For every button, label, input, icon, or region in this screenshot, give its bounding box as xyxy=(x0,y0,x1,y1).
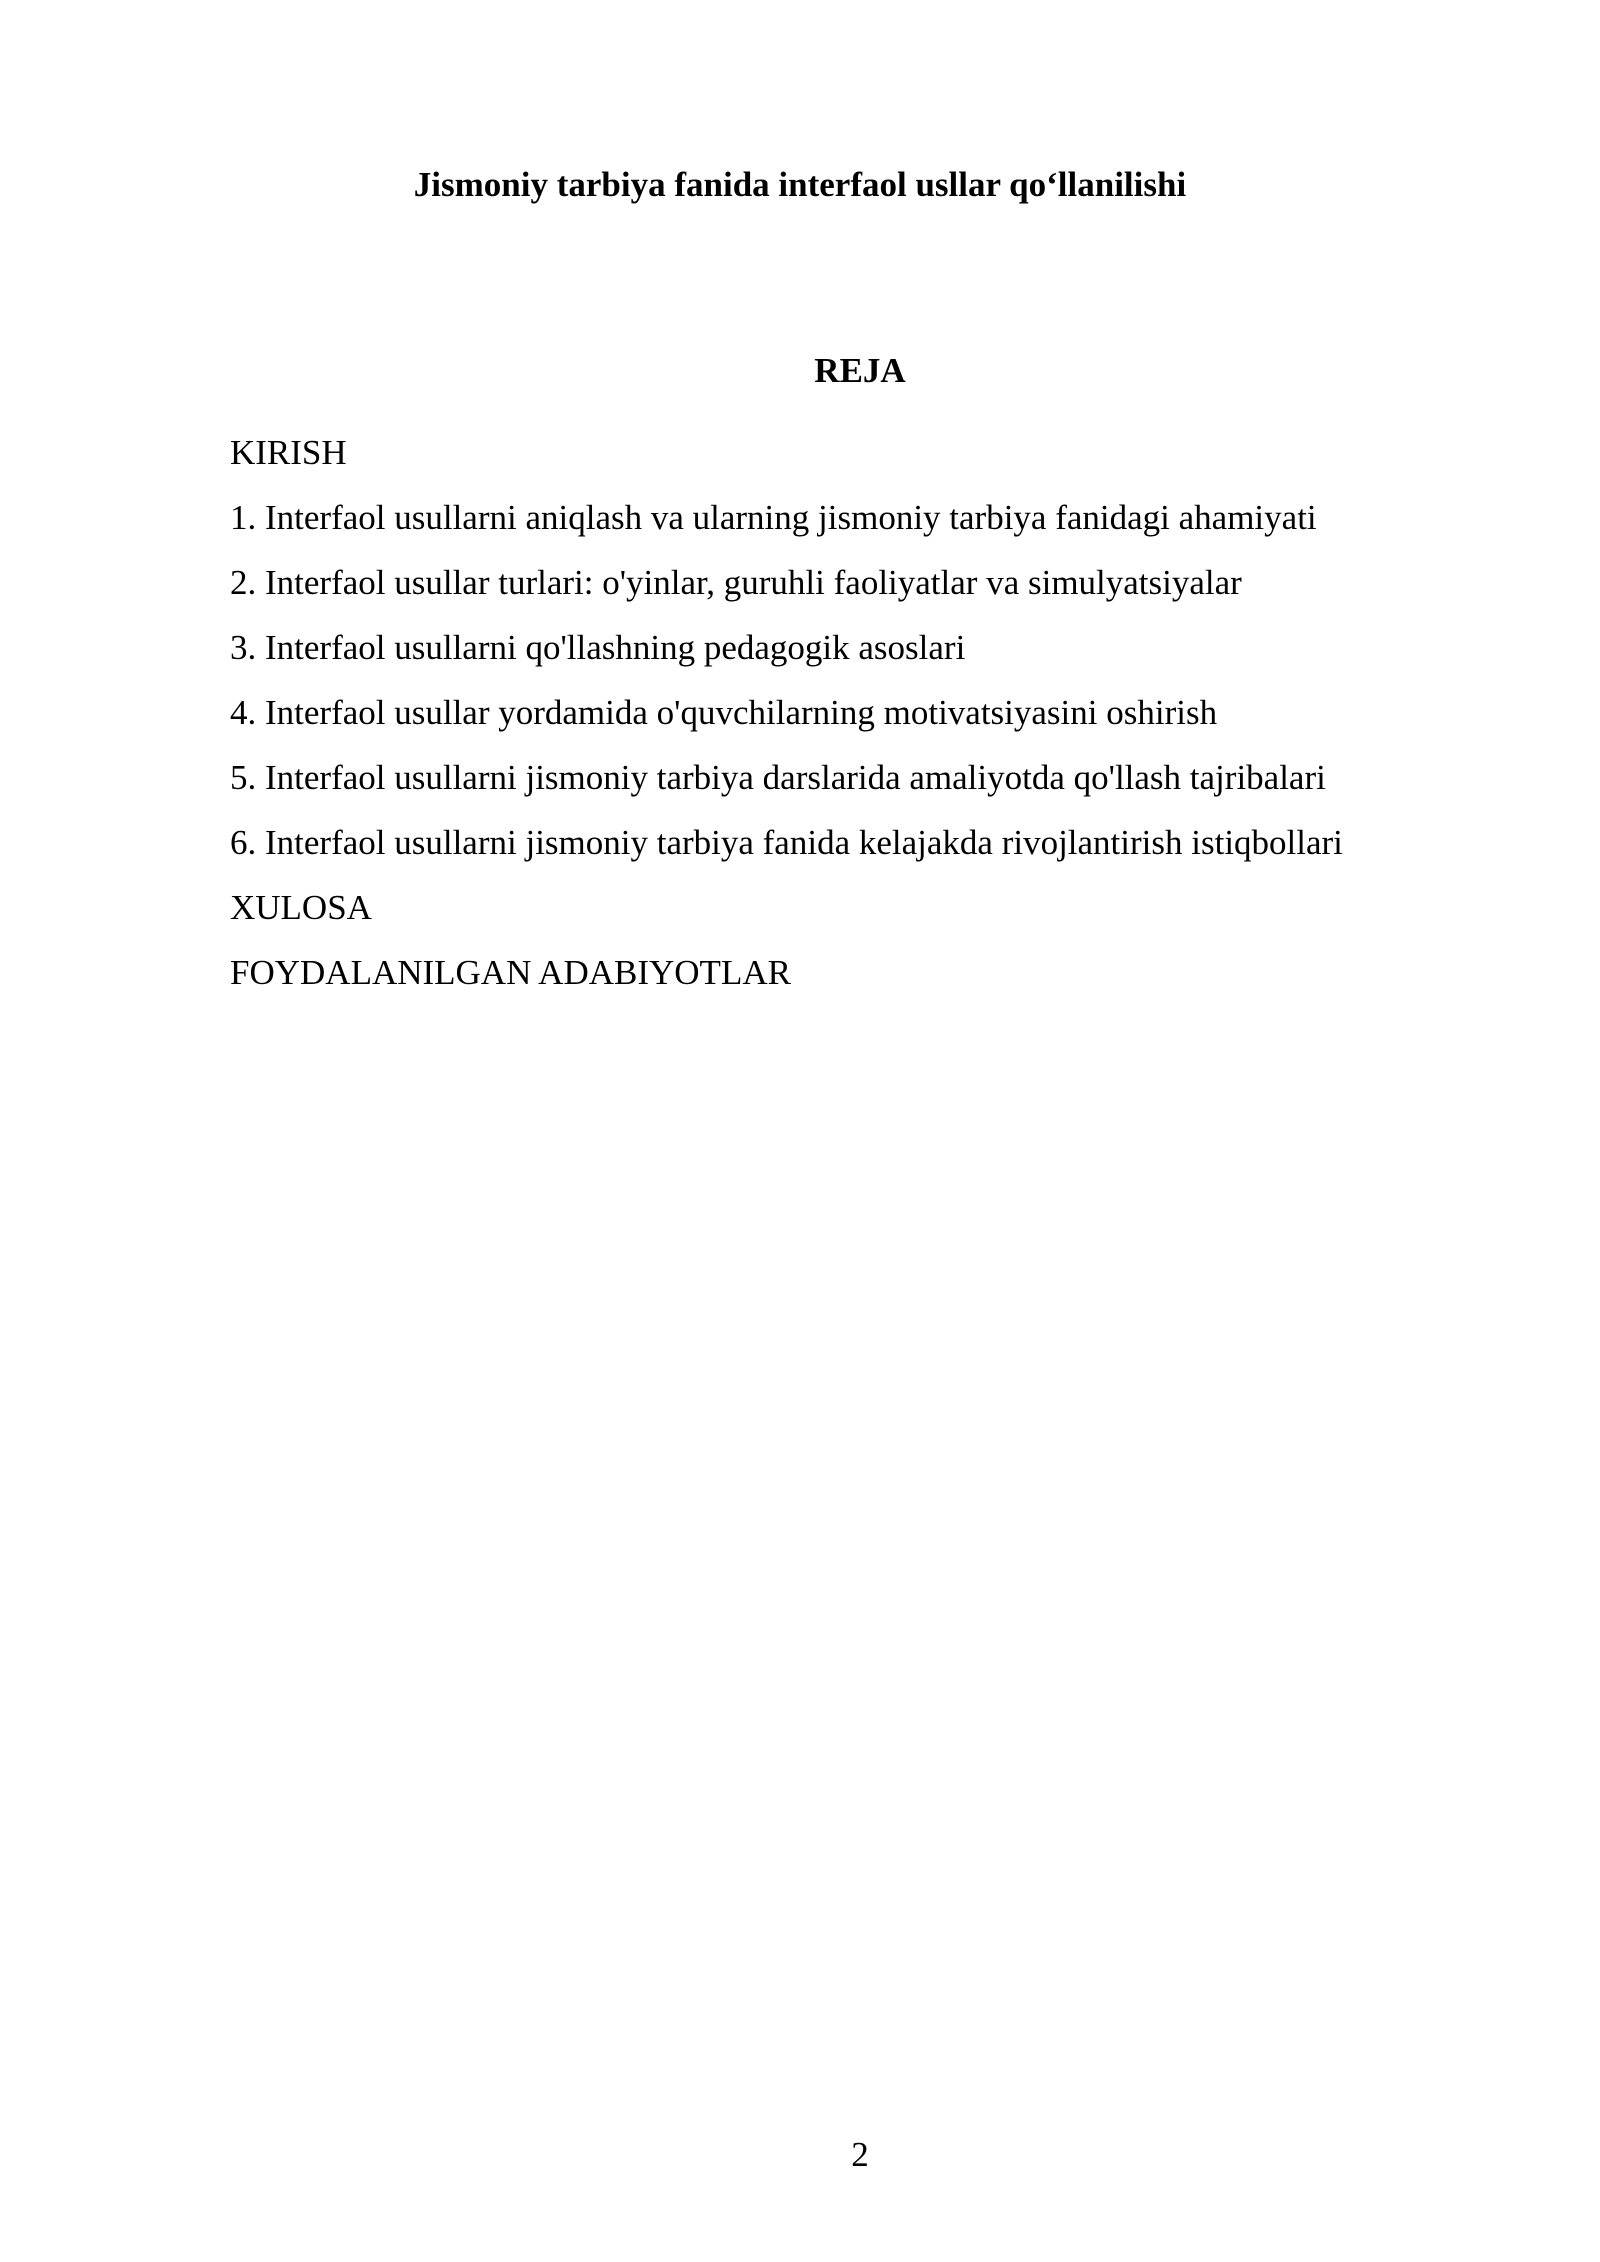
plan-item-conclusion: XULOSA xyxy=(230,888,372,927)
plan-list xyxy=(230,420,1530,1005)
plan-item-5: 5. Interfaol usullarni jismoniy tarbiya darslarida amaliyotda qo'llash tajribalari xyxy=(230,758,1326,797)
page-number: 2 xyxy=(851,2135,869,2174)
plan-item-3: 3. Interfaol usullarni qo'llashning pedagogik asoslari xyxy=(230,628,966,667)
plan-item-introduction: KIRISH xyxy=(230,433,347,472)
document-title: Jismoniy tarbiya fanida interfaol usllar qo‘llanilishi xyxy=(413,165,1187,204)
plan-item-2: 2. Interfaol usullar turlari: o'yinlar, guruhli faoliyatlar va simulyatsiyalar xyxy=(230,563,1242,602)
plan-item-1: 1. Interfaol usullarni aniqlash va ularning jismoniy tarbiya fanidagi ahamiyati xyxy=(230,498,1317,537)
plan-item-references: FOYDALANILGAN ADABIYOTLAR xyxy=(230,953,791,992)
plan-heading: REJA xyxy=(814,351,906,390)
plan-item-6: 6. Interfaol usullarni jismoniy tarbiya fanida kelajakda rivojlantirish istiqbollari xyxy=(230,823,1343,862)
plan-item-4: 4. Interfaol usullar yordamida o'quvchilarning motivatsiyasini oshirish xyxy=(230,693,1218,732)
